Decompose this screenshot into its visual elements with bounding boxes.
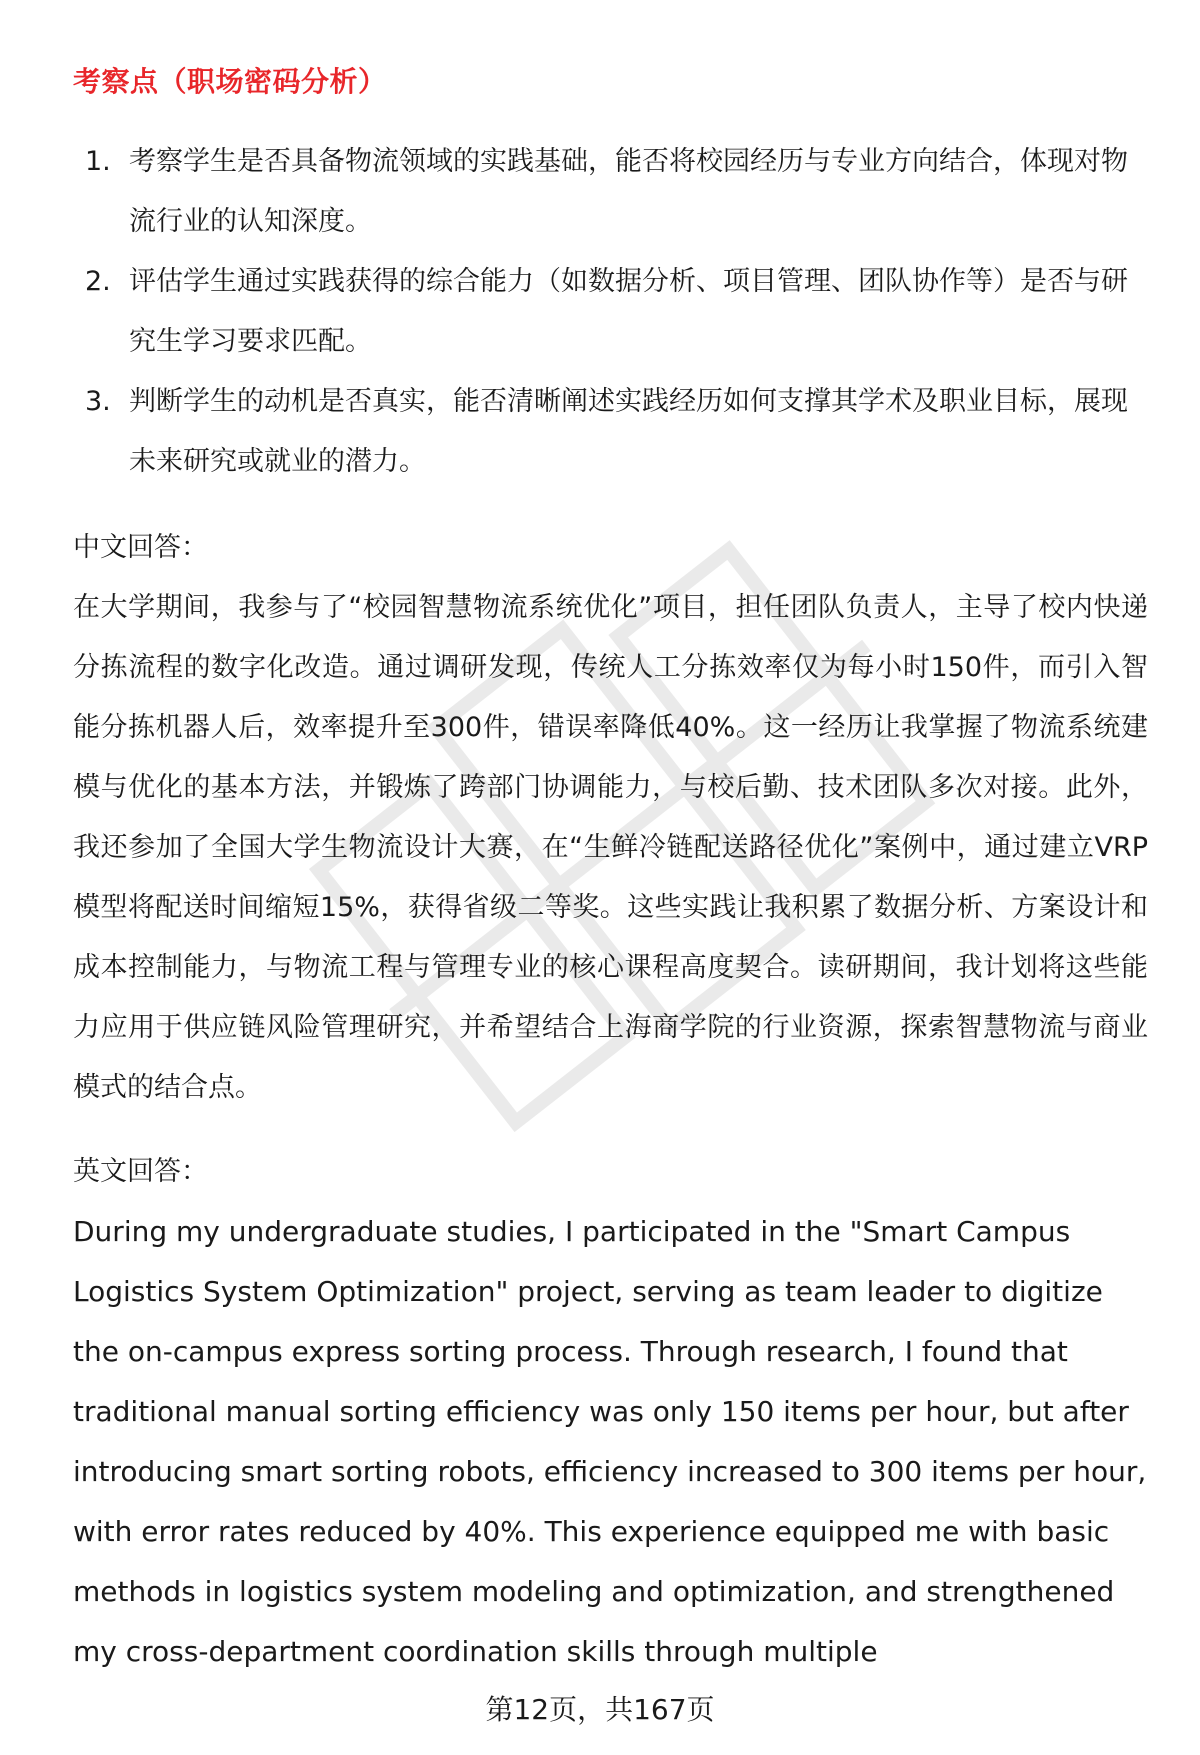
list-item-text: 考察学生是否具备物流领域的实践基础，能否将校园经历与专业方向结合，体现对物流行业的认知深度。 (129, 146, 1128, 237)
evaluation-points-list (73, 132, 1143, 492)
chinese-answer-heading: 中文回答： (73, 532, 208, 563)
list-item (73, 252, 1143, 372)
english-answer-text: During my undergraduate studies, I participated in the "Smart Campus Logistics System Optimization" project, serving as team leader to digitize the on-campus express sorting process. Through research, I found that traditional manual sorting efficiency was only 150 items per hour, but after introducing smart sorting robots, efficiency increased to 300 items per hour, with error rates reduced by 40%. This experience equipped me with basic methods in logistics system modeling and optimization, and strengthened my cross-department coordination skills through multiple (73, 1215, 1147, 1668)
chinese-answer-text: 在大学期间，我参与了“校园智慧物流系统优化”项目，担任团队负责人，主导了校内快递分拣流程的数字化改造。通过调研发现，传统人工分拣效率仅为每小时150件，而引入智能分拣机器人后，效率提升至300件，错误率降低40%。这一经历让我掌握了物流系统建模与优化的基本方法，并锻炼了跨部门协调能力，与校后勤、技术团队多次对接。此外，我还参加了全国大学生物流设计大赛，在“生鲜冷链配送路径优化”案例中，通过建立VRP模型将配送时间缩短15%，获得省级二等奖。这些实践让我积累了数据分析、方案设计和成本控制能力，与物流工程与管理专业的核心课程高度契合。读研期间，我计划将这些能力应用于供应链风险管理研究，并希望结合上海商学院的行业资源，探索智慧物流与商业模式的结合点。 (73, 592, 1148, 1103)
page-number-footer: 第12页，共167页 (485, 1693, 715, 1726)
section-title: 考察点（职场密码分析） (73, 65, 387, 98)
list-item-number: 3. (85, 386, 111, 417)
list-item-text: 判断学生的动机是否真实，能否清晰阐述实践经历如何支撑其学术及职业目标，展现未来研究或就业的潜力。 (129, 386, 1128, 477)
list-item-number: 2. (85, 266, 111, 297)
list-item (73, 132, 1143, 252)
english-answer-heading: 英文回答： (73, 1156, 208, 1187)
list-item-text: 评估学生通过实践获得的综合能力（如数据分析、项目管理、团队协作等）是否与研究生学习要求匹配。 (129, 266, 1128, 357)
list-item (73, 372, 1143, 492)
list-item-number: 1. (85, 146, 111, 177)
